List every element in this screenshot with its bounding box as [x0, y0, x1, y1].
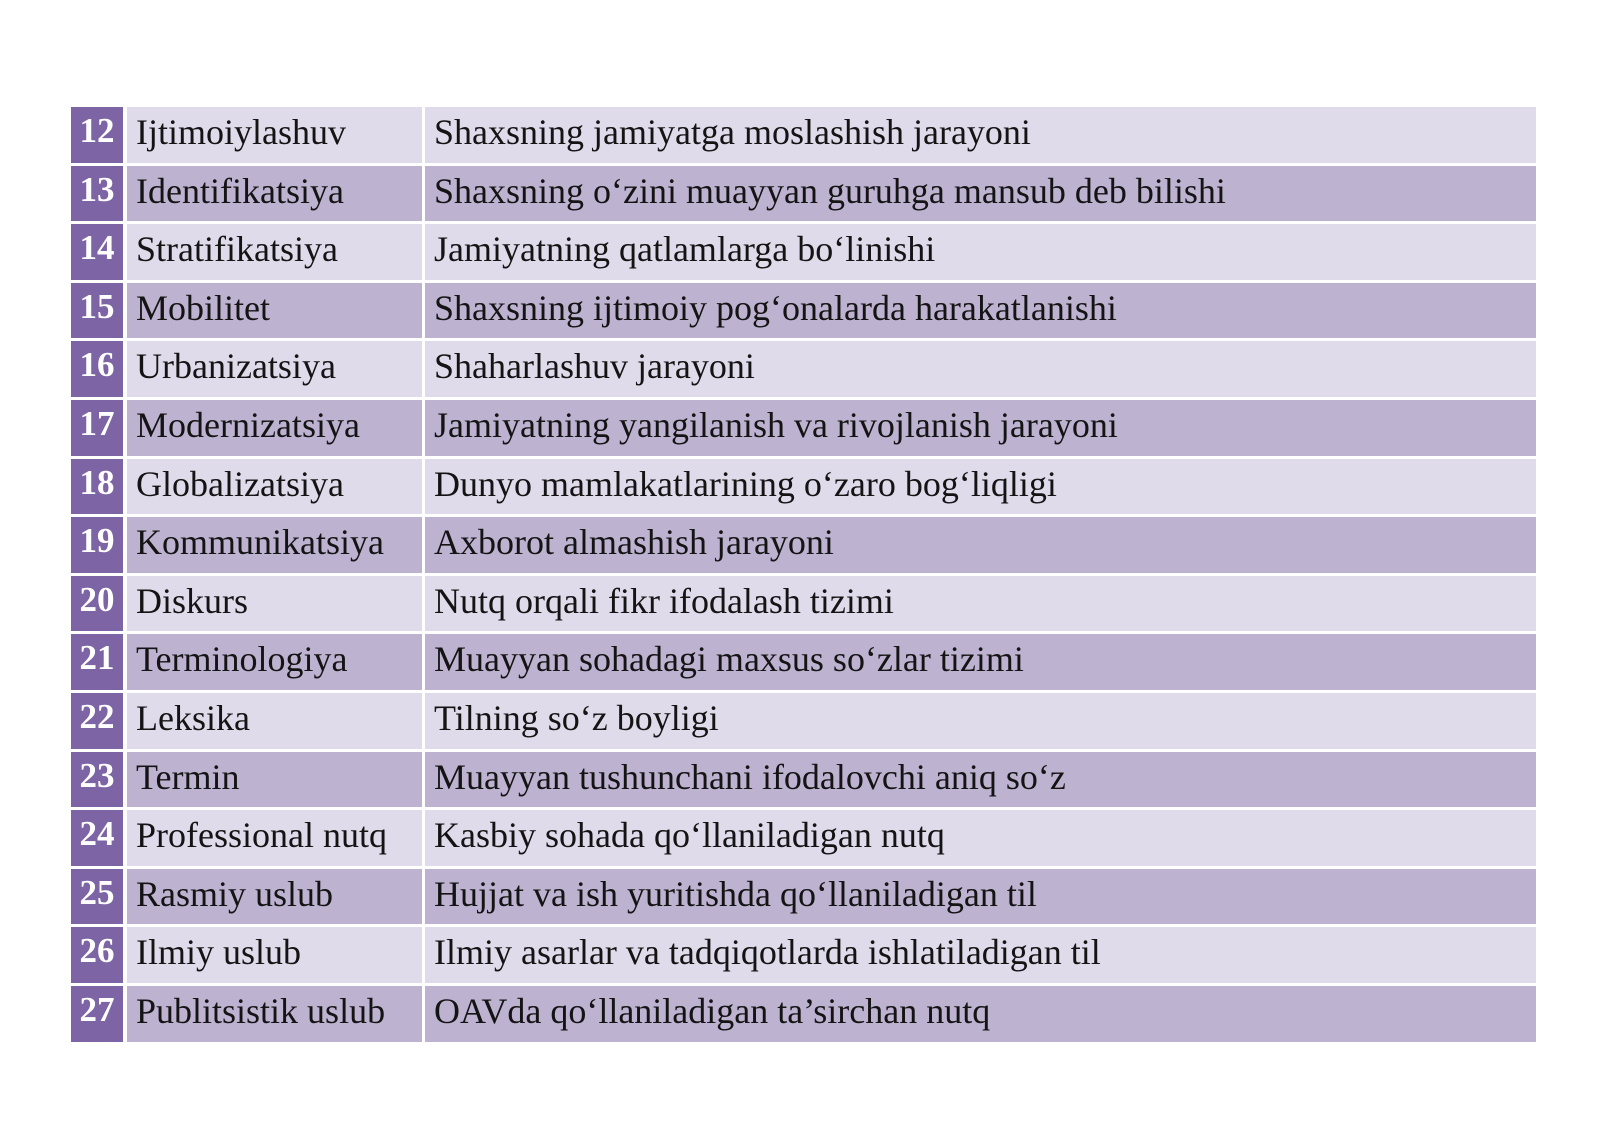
definition-cell: Muayyan tushunchani ifodalovchi aniq so‘z	[425, 752, 1536, 811]
row-number: 19	[71, 517, 127, 576]
term-cell: Diskurs	[127, 576, 425, 635]
table-row	[71, 166, 1536, 225]
table-row	[71, 224, 1536, 283]
table-row	[71, 986, 1536, 1045]
table-row	[71, 869, 1536, 928]
row-number: 15	[71, 283, 127, 342]
row-number: 23	[71, 752, 127, 811]
table-row	[71, 341, 1536, 400]
table-row	[71, 576, 1536, 635]
definition-cell: Ilmiy asarlar va tadqiqotlarda ishlatiladigan til	[425, 927, 1536, 986]
row-number: 24	[71, 810, 127, 869]
row-number: 12	[71, 107, 127, 166]
row-number: 20	[71, 576, 127, 635]
definition-cell: Jamiyatning qatlamlarga bo‘linishi	[425, 224, 1536, 283]
term-cell: Leksika	[127, 693, 425, 752]
definition-cell: Jamiyatning yangilanish va rivojlanish jarayoni	[425, 400, 1536, 459]
row-number: 17	[71, 400, 127, 459]
term-cell: Globalizatsiya	[127, 459, 425, 518]
definition-cell: Hujjat va ish yuritishda qo‘llaniladigan til	[425, 869, 1536, 928]
table-row	[71, 459, 1536, 518]
definition-cell: Shaxsning o‘zini muayyan guruhga mansub deb bilishi	[425, 166, 1536, 225]
row-number: 16	[71, 341, 127, 400]
row-number: 14	[71, 224, 127, 283]
term-cell: Mobilitet	[127, 283, 425, 342]
term-cell: Urbanizatsiya	[127, 341, 425, 400]
row-number: 22	[71, 693, 127, 752]
term-cell: Professional nutq	[127, 810, 425, 869]
row-number: 25	[71, 869, 127, 928]
table-row	[71, 810, 1536, 869]
term-cell: Ijtimoiylashuv	[127, 107, 425, 166]
table-row	[71, 752, 1536, 811]
definition-cell: Tilning so‘z boyligi	[425, 693, 1536, 752]
term-cell: Identifikatsiya	[127, 166, 425, 225]
definition-cell: Nutq orqali fikr ifodalash tizimi	[425, 576, 1536, 635]
term-cell: Ilmiy uslub	[127, 927, 425, 986]
definition-cell: Shaxsning ijtimoiy pog‘onalarda harakatlanishi	[425, 283, 1536, 342]
definition-cell: Axborot almashish jarayoni	[425, 517, 1536, 576]
term-cell: Publitsistik uslub	[127, 986, 425, 1045]
term-cell: Terminologiya	[127, 634, 425, 693]
term-cell: Termin	[127, 752, 425, 811]
term-cell: Stratifikatsiya	[127, 224, 425, 283]
table-row	[71, 517, 1536, 576]
table-row	[71, 283, 1536, 342]
term-cell: Kommunikatsiya	[127, 517, 425, 576]
table-row	[71, 634, 1536, 693]
row-number: 27	[71, 986, 127, 1045]
table-row	[71, 693, 1536, 752]
table-row	[71, 400, 1536, 459]
definition-cell: OAVda qo‘llaniladigan ta’sirchan nutq	[425, 986, 1536, 1045]
definition-cell: Shaharlashuv jarayoni	[425, 341, 1536, 400]
definition-cell: Dunyo mamlakatlarining o‘zaro bog‘liqligi	[425, 459, 1536, 518]
table-row	[71, 927, 1536, 986]
definition-cell: Muayyan sohadagi maxsus so‘zlar tizimi	[425, 634, 1536, 693]
definition-cell: Shaxsning jamiyatga moslashish jarayoni	[425, 107, 1536, 166]
terms-table	[71, 107, 1536, 1045]
term-cell: Rasmiy uslub	[127, 869, 425, 928]
row-number: 21	[71, 634, 127, 693]
table-row	[71, 107, 1536, 166]
term-cell: Modernizatsiya	[127, 400, 425, 459]
definition-cell: Kasbiy sohada qo‘llaniladigan nutq	[425, 810, 1536, 869]
row-number: 13	[71, 166, 127, 225]
row-number: 26	[71, 927, 127, 986]
row-number: 18	[71, 459, 127, 518]
